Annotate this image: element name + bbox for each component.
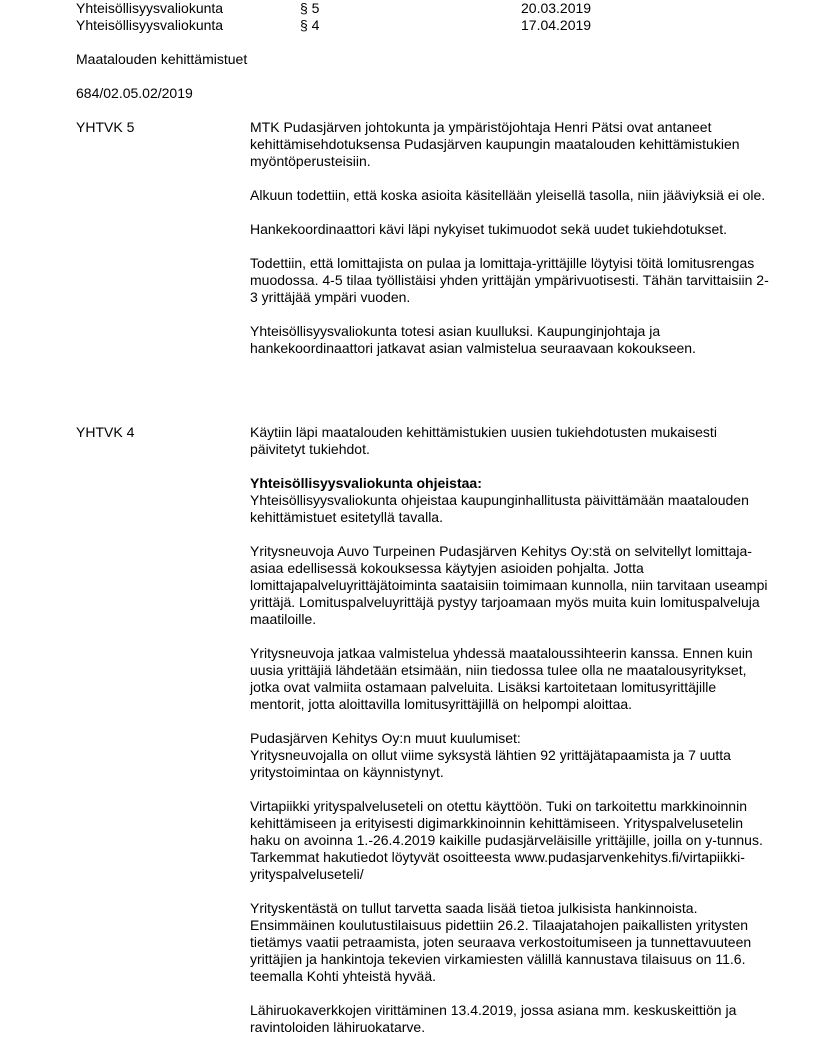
section-body-yhtvk4: [250, 424, 770, 1036]
paragraph: Yhteisöllisyysvaliokunta totesi asian kuulluksi. Kaupunginjohtaja ja hankekoordinaattori jatkavat asian valmistelua seuraavaan kokoukseen.: [250, 323, 696, 356]
paragraph: Virtapiikki yrityspalveluseteli on otettu käyttöön. Tuki on tarkoitettu markkinoinnin kehittämiseen ja erityisesti digimarkkinoinnin kehittämiseen. Yrityspalvelusetelin haku on avoinna 1.-26.4.2019 kaikille pudasjärveläisille yrittäjille, joilla on y-tunnus. Tarkemmat hakutiedot löytyvät osoitteesta www.pudasjarvenkehitys.fi/virtapiikki-yrityspalveluseteli/: [250, 798, 763, 882]
committee-name: Yhteisöllisyysvaliokunta: [76, 0, 224, 16]
section-label-yhtvk4: YHTVK 4: [76, 424, 135, 440]
paragraph: Todettiin, että lomittajista on pulaa ja lomittaja-yrittäjille löytyisi töitä lomitusrengas muodossa. 4-5 tilaa työllistäisi yhden yrittäjän ympärivuotisesti. Tähän tarvittaisiin 2-3 yrittäjää ympäri vuoden.: [250, 255, 769, 305]
section-label-yhtvk5: YHTVK 5: [76, 119, 135, 135]
paragraph: MTK Pudasjärven johtokunta ja ympäristöjohtaja Henri Pätsi ovat antaneet kehittämisehdotuksensa Pudasjärven kaupungin maatalouden kehittämistukien myöntöperusteisiin.: [250, 119, 740, 169]
record-number: 684/02.05.02/2019: [76, 85, 193, 101]
meeting-date: 20.03.2019: [521, 0, 592, 16]
section-number: § 5: [300, 0, 320, 16]
paragraph-text: Yhteisöllisyysvaliokunta ohjeistaa kaupunginhallitusta päivittämään maatalouden kehittämistuet esitetyllä tavalla.: [250, 492, 749, 525]
section-number: § 4: [300, 17, 320, 33]
meeting-date: 17.04.2019: [521, 17, 592, 33]
paragraph: [250, 475, 770, 526]
section-body-yhtvk5: [250, 119, 770, 357]
paragraph: Alkuun todettiin, että koska asioita käsitellään yleisellä tasolla, niin jääviyksiä ei ole.: [250, 187, 766, 203]
paragraph: Yritysneuvoja jatkaa valmistelua yhdessä maataloussihteerin kanssa. Ennen kuin uusia yrittäjiä lähdetään etsimään, niin tiedossa tulee olla ne maatalousyritykset, jotka ovat valmiita ostamaan palveluita. Lisäksi kartoitetaan lomitusyrittäjille mentorit, jotta aloittavilla lomitusyrittäjillä on helpompi aloittaa.: [250, 645, 753, 712]
subject-title: Maatalouden kehittämistuet: [76, 51, 248, 67]
paragraph: Yrityskentästä on tullut tarvetta saada lisää tietoa julkisista hankinnoista. Ensimmäinen koulutustilaisuus pidettiin 26.2. Tilaajatahojen paikallisten yritysten tietämys vaatii petraamista, joten seuraava verkostoitumiseen ja tunnettavuuteen yrittäjien ja hankintoja tekevien virkamiesten välillä kannustava tilaisuus on 11.6. teemalla Kohti yhteistä hyvää.: [250, 900, 752, 984]
paragraph: Hankekoordinaattori kävi läpi nykyiset tukimuodot sekä uudet tukiehdotukset.: [250, 221, 728, 237]
paragraph-text: Yritysneuvojalla on ollut viime syksystä lähtien 92 yrittäjätapaamista ja 7 uutta yritystoimintaa on käynnistynyt.: [250, 747, 731, 780]
paragraph: [250, 730, 770, 781]
paragraph: Lähiruokaverkkojen virittäminen 13.4.2019, jossa asiana mm. keskuskeittiön ja ravintoloiden lähiruokatarve.: [250, 1002, 737, 1035]
paragraph-heading: Pudasjärven Kehitys Oy:n muut kuulumiset:: [250, 730, 521, 746]
paragraph: Käytiin läpi maatalouden kehittämistukien uusien tukiehdotusten mukaisesti päivitetyt tukiehdot.: [250, 424, 717, 457]
paragraph: Yritysneuvoja Auvo Turpeinen Pudasjärven Kehitys Oy:stä on selvitellyt lomittaja-asiaa edellisessä kokouksessa käytyjen asioiden pohjalta. Jotta lomittajapalveluyrittäjätoiminta saataisiin toimimaan kunnolla, niin tarvitaan useampi yrittäjä. Lomituspalveluyrittäjä pystyy tarjoamaan myös muita kuin lomituspalveluja maatiloille.: [250, 543, 768, 627]
paragraph-heading: Yhteisöllisyysvaliokunta ohjeistaa:: [250, 475, 482, 491]
committee-name: Yhteisöllisyysvaliokunta: [76, 17, 224, 33]
